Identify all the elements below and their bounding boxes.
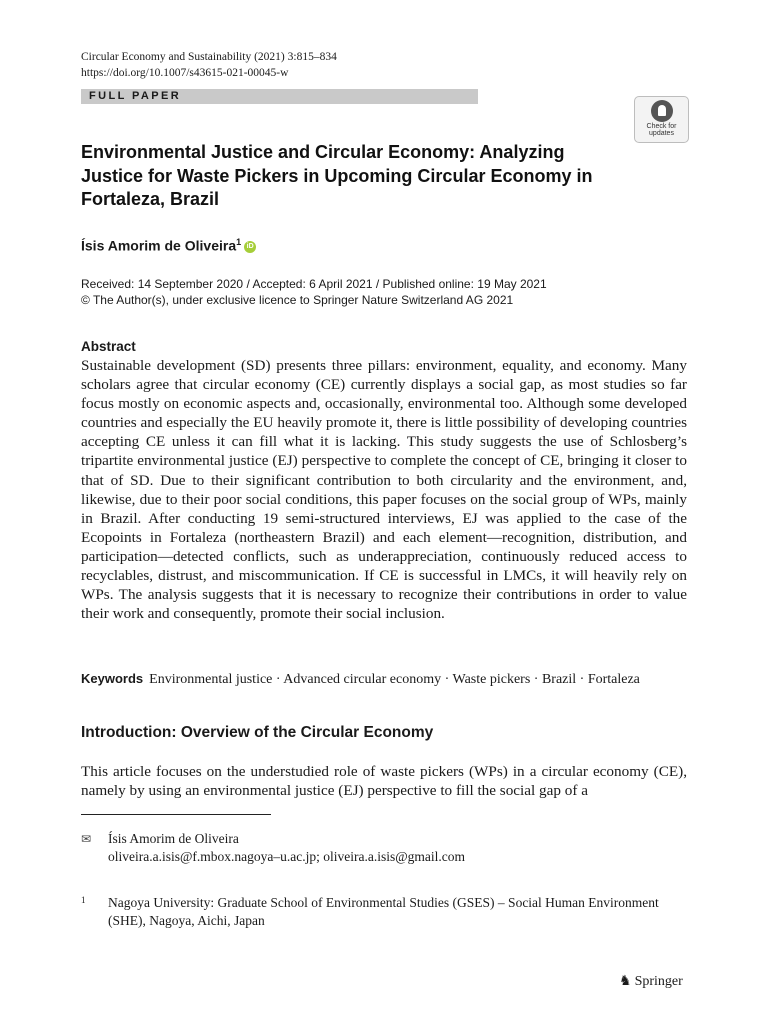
affiliation-footnote-mark: 1 xyxy=(81,895,86,905)
author-line xyxy=(81,233,256,255)
check-updates-line2: updates xyxy=(649,130,674,137)
affiliation-note xyxy=(81,894,687,930)
bookmark-icon xyxy=(651,100,673,122)
keywords-list: Environmental justice · Advanced circular economy · Waste pickers · Brazil · Fortaleza xyxy=(149,672,640,687)
keywords-label: Keywords xyxy=(81,671,144,686)
copyright-line: © The Author(s), under exclusive licence to Springer Nature Switzerland AG 2021 xyxy=(81,293,514,307)
introduction-text: This article focuses on the understudied role of waste pickers (WPs) in a circular economy (CE), namely by using an environmental justice (EJ) perspective to fill the social gap of a xyxy=(81,763,687,800)
abstract-heading: Abstract xyxy=(81,339,136,354)
envelope-icon: ✉ xyxy=(81,832,92,846)
keywords-line xyxy=(81,670,687,689)
section-heading-introduction: Introduction: Overview of the Circular Economy xyxy=(81,724,434,741)
affiliation-mark: 1 xyxy=(236,237,242,247)
orcid-icon[interactable]: iD xyxy=(244,241,256,253)
publication-dates xyxy=(81,276,547,308)
article-type-banner: FULL PAPER xyxy=(81,89,478,104)
journal-header xyxy=(81,49,337,81)
check-for-updates-badge[interactable] xyxy=(634,96,689,143)
journal-citation: Circular Economy and Sustainability (2021) 3:815–834 xyxy=(81,51,337,63)
correspondence-note xyxy=(81,830,465,866)
springer-horse-icon: ♞ xyxy=(619,973,632,989)
abstract-text: Sustainable development (SD) presents three pillars: environment, equality, and economy. Many scholars agree that circular economy (CE) currently displays a social gap, as most studies so far focus mostly on economic aspects and, occasionally, environmental too. Although some developed countries and especially the EU heavily promote it, there is little possibility of developing countries accepting CE unless it can fill what it is lacking. This study suggests the use of Schlosberg’s tripartite environmental justice (EJ) perspective to complete the concept of CE, bringing it closer to that of SD. Due to their significant contribution to both circularity and the environment, and, likewise, due to their poor social conditions, this paper focuses on the social group of WPs, mainly in Brazil. After conducting 19 semi-structured interviews, EJ was applied to the case of the Ecopoints in Fortaleza (northeastern Brazil) and each element—recognition, distribution, and participation—detected conflicts, such as underappreciation, continuously reduced access to recyclables, distrust, and miscommunication. If CE is successful in LMCs, it will heavily rely on WPs. The analysis suggests that it is necessary to recognize their contributions in order to value their work and consequently, promote their social inclusion. xyxy=(81,357,687,623)
author-name[interactable]: Ísis Amorim de Oliveira xyxy=(81,237,237,254)
doi-link[interactable]: https://doi.org/10.1007/s43615-021-00045-w xyxy=(81,67,289,79)
dates-line: Received: 14 September 2020 / Accepted: 6 April 2021 / Published online: 19 May 2021 xyxy=(81,277,547,291)
affiliation-text: Nagoya University: Graduate School of Environmental Studies (GSES) – Social Human Environment (SHE), Nagoya, Aichi, Japan xyxy=(108,895,659,928)
correspondence-name: Ísis Amorim de Oliveira xyxy=(108,831,239,846)
footnote-divider xyxy=(81,814,271,815)
correspondence-emails[interactable]: oliveira.a.isis@f.mbox.nagoya–u.ac.jp; oliveira.a.isis@gmail.com xyxy=(108,849,466,864)
paper-title: Environmental Justice and Circular Economy: Analyzing Justice for Waste Pickers in Upcoming Circular Economy in Fortaleza, Brazil xyxy=(81,142,593,209)
publisher-logo xyxy=(619,972,683,991)
check-updates-line1: Check for xyxy=(646,123,677,130)
publisher-name: Springer xyxy=(634,974,683,989)
